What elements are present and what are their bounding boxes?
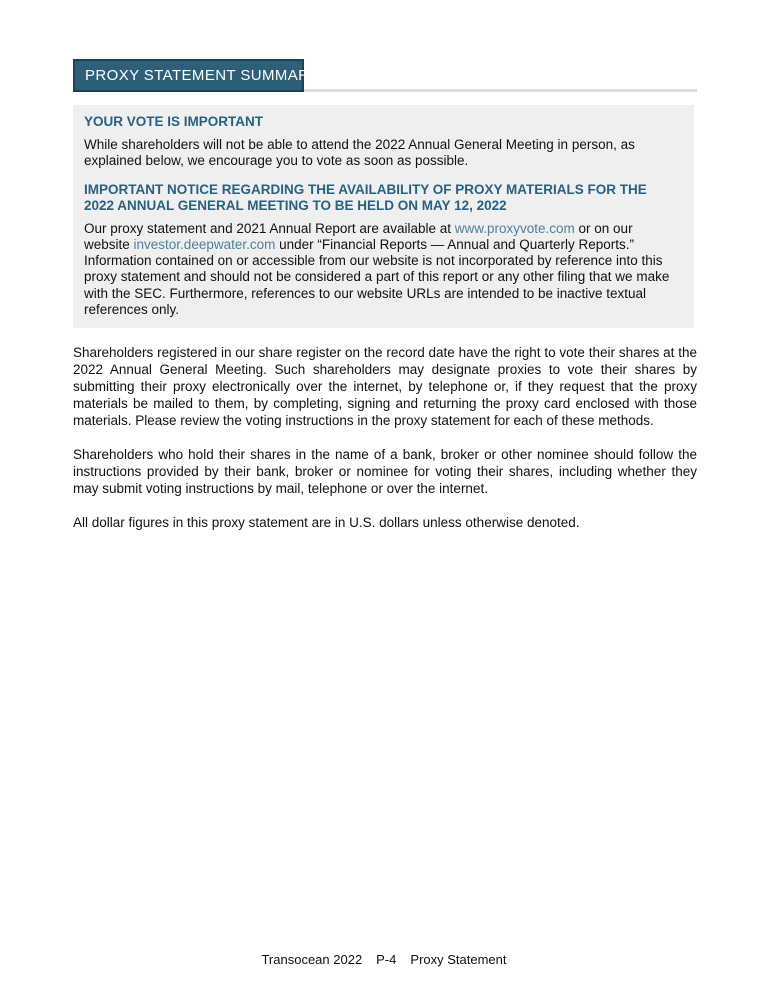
registered-shareholders-paragraph: Shareholders registered in our share register on the record date have the right to vote their shares at the 2022 Annual General Meeting. Such shareholders may designate proxies to vote their shares by submitting their proxy electronically over the internet, by telephone or, if they request that the proxy materials be mailed to them, by completing, signing and returning the proxy card enclosed with those materials. Please review the voting instructions in the proxy statement for each of these methods. (73, 345, 697, 428)
dollar-figures-paragraph: All dollar figures in this proxy statement are in U.S. dollars unless otherwise denoted. (73, 514, 580, 530)
footer-company: Transocean 2022 (261, 952, 363, 967)
vote-notice-panel (73, 105, 694, 328)
deepwater-investor-link[interactable]: investor.deepwater.com (133, 236, 276, 252)
proxy-materials-paragraph (84, 221, 682, 319)
availability-notice-heading-line2: 2022 ANNUAL GENERAL MEETING TO BE HELD ON MAY 12, 2022 (84, 197, 507, 213)
footer-doc-name: Proxy Statement (410, 952, 507, 967)
page-content (73, 59, 697, 549)
proxy-materials-text-3: under “Financial Reports — Annual and Quarterly Reports.” Information contained on or accessible from our website is not incorporated by reference into this proxy statement and should not be considered a part of this report or any other filing that we make with the SEC. Furthermore, references to our website URLs are intended to be inactive textual references only. (84, 236, 670, 318)
footer-page-number: P-4 (376, 952, 397, 967)
vote-intro-paragraph: While shareholders will not be able to attend the 2022 Annual General Meeting in person, as explained below, we encourage you to vote as soon as possible. (84, 137, 635, 169)
page-title-banner (73, 59, 320, 92)
proxyvote-link[interactable]: www.proxyvote.com (454, 220, 575, 236)
title-banner-row (73, 59, 697, 92)
page-title: PROXY STATEMENT SUMMARY (85, 67, 320, 84)
availability-notice-heading (84, 182, 682, 214)
your-vote-heading: YOUR VOTE IS IMPORTANT (84, 114, 264, 129)
proxy-materials-text-1: Our proxy statement and 2021 Annual Report are available at (84, 220, 455, 236)
body-copy (73, 345, 697, 531)
proxy-materials-text-2: or on our website (84, 220, 633, 252)
page-footer (0, 952, 768, 967)
availability-notice-heading-line1: IMPORTANT NOTICE REGARDING THE AVAILABILITY OF PROXY MATERIALS FOR THE (84, 181, 647, 197)
nominee-shareholders-paragraph: Shareholders who hold their shares in the name of a bank, broker or other nominee should follow the instructions provided by their bank, broker or nominee for voting their shares, including whether they may submit voting instructions by mail, telephone or over the internet. (73, 446, 697, 496)
